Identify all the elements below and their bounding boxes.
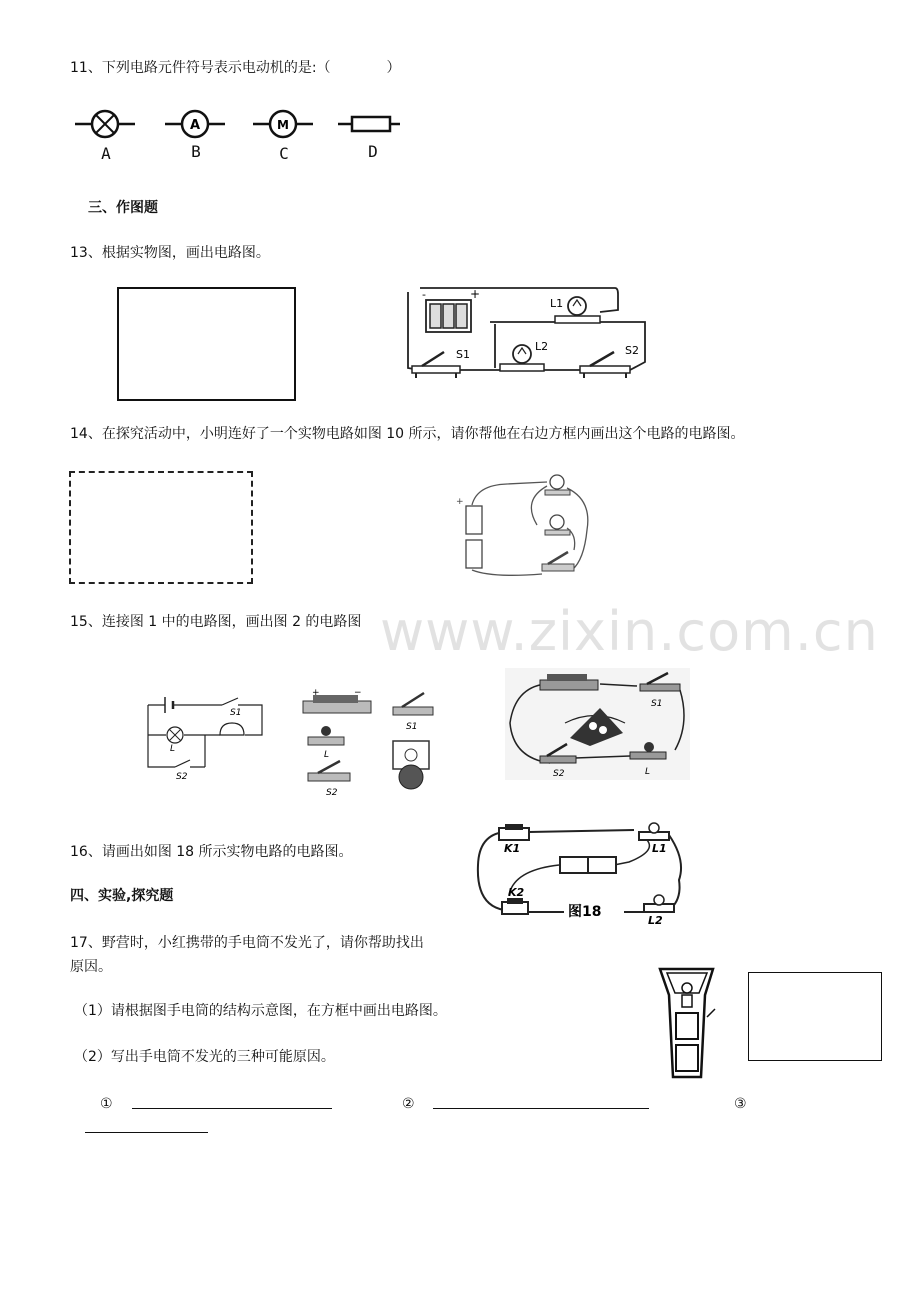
q11-text: 11、下列电路元件符号表示电动机的是:（ ） xyxy=(70,60,401,76)
section-4-heading: 四、实验,探究题 xyxy=(70,888,174,904)
svg-text:S1: S1 xyxy=(406,722,418,732)
svg-text:+: + xyxy=(456,497,464,507)
svg-text:图18: 图18 xyxy=(568,904,602,920)
lamp-symbol-icon xyxy=(75,111,135,137)
q13-text: 13、根据实物图，画出电路图。 xyxy=(70,245,270,261)
svg-text:L1: L1 xyxy=(652,842,667,855)
svg-text:S2: S2 xyxy=(553,769,565,779)
svg-text:+: + xyxy=(312,688,320,698)
svg-text:M: M xyxy=(277,118,289,132)
battery-pair-icon xyxy=(560,857,616,873)
svg-text:L2: L2 xyxy=(648,914,663,925)
q11-symbols xyxy=(70,105,410,145)
svg-text:S1: S1 xyxy=(456,348,470,361)
q17-answer-box[interactable] xyxy=(748,972,882,1061)
blank-3-marker: ③ xyxy=(734,1096,747,1112)
bulb-top-icon xyxy=(545,475,570,495)
option-a-label: A xyxy=(101,144,111,163)
q17-line2: 原因。 xyxy=(70,959,112,975)
svg-text:S1: S1 xyxy=(230,708,242,718)
option-b-label: B xyxy=(191,142,201,161)
lamp-l-icon xyxy=(167,727,183,743)
switch-s2-part-icon xyxy=(308,761,350,781)
svg-text:S2: S2 xyxy=(326,788,338,798)
bell-icon xyxy=(220,723,244,735)
svg-text:S2: S2 xyxy=(625,344,639,357)
q15-components xyxy=(298,685,448,800)
switch-s1-part-icon xyxy=(393,693,433,715)
blank-3-line[interactable] xyxy=(85,1132,208,1133)
bulb-l-part-icon xyxy=(308,726,344,745)
electric-bell-icon xyxy=(393,741,429,789)
option-c-label: C xyxy=(279,144,289,163)
q17-line1: 17、野营时，小红携带的手电筒不发光了，请你帮助找出 xyxy=(70,935,424,951)
svg-text:L: L xyxy=(170,744,176,754)
q13-circuit-figure xyxy=(400,282,655,380)
flashlight-structure-icon xyxy=(655,965,720,1083)
switch-icon xyxy=(542,552,574,571)
battery-cell-icon xyxy=(466,506,482,568)
ammeter-symbol-icon xyxy=(165,111,225,137)
svg-text:+: + xyxy=(470,287,481,301)
resistor-symbol-icon xyxy=(338,117,400,131)
q16-circuit-figure xyxy=(474,820,689,925)
option-d-label: D xyxy=(368,142,378,161)
q17-sub2: （2）写出手电筒不发光的三种可能原因。 xyxy=(74,1049,335,1065)
watermark: www.zixin.com.cn xyxy=(380,600,879,663)
svg-text:L: L xyxy=(324,750,330,760)
blank-2-marker: ② xyxy=(402,1096,415,1112)
blank-1-marker: ① xyxy=(100,1096,113,1112)
bulb-l2-fig-icon xyxy=(644,895,674,912)
switch-k1-icon xyxy=(499,824,529,840)
blank-1-line[interactable] xyxy=(132,1108,332,1109)
svg-text:K2: K2 xyxy=(508,886,525,899)
q14-text: 14、在探究活动中，小明连好了一个实物电路如图 10 所示，请你帮他在右边方框内画出这个电路的电路图。 xyxy=(70,426,745,442)
q14-answer-box[interactable] xyxy=(69,471,253,584)
q15-text: 15、连接图 1 中的电路图，画出图 2 的电路图 xyxy=(70,614,362,630)
switch-s2-icon xyxy=(580,352,630,378)
svg-text:K1: K1 xyxy=(504,842,521,855)
svg-text:-: - xyxy=(422,288,426,301)
q14-circuit-figure xyxy=(452,470,602,580)
svg-text:−: − xyxy=(354,688,362,698)
svg-text:L1: L1 xyxy=(550,297,564,310)
q17-sub1: （1）请根据图手电筒的结构示意图，在方框中画出电路图。 xyxy=(74,1003,447,1019)
q15-fig1-circuit xyxy=(140,685,270,780)
svg-text:S2: S2 xyxy=(176,772,188,780)
svg-text:L: L xyxy=(645,767,651,777)
blank-2-line[interactable] xyxy=(433,1108,649,1109)
svg-text:L2: L2 xyxy=(535,340,549,353)
switch-s1-icon xyxy=(412,352,460,378)
section-3-heading: 三、作图题 xyxy=(88,200,158,216)
q16-text: 16、请画出如图 18 所示实物电路的电路图。 xyxy=(70,844,353,860)
switch-k2-icon xyxy=(502,898,528,914)
bulb-middle-icon xyxy=(545,515,570,535)
battery-icon xyxy=(426,300,471,332)
q13-answer-box[interactable] xyxy=(117,287,296,401)
bulb-l1-fig-icon xyxy=(639,823,669,840)
svg-text:A: A xyxy=(189,118,201,133)
svg-text:S1: S1 xyxy=(651,699,663,709)
motor-symbol-icon xyxy=(253,111,313,137)
q15-fig2-circuit xyxy=(505,668,690,780)
